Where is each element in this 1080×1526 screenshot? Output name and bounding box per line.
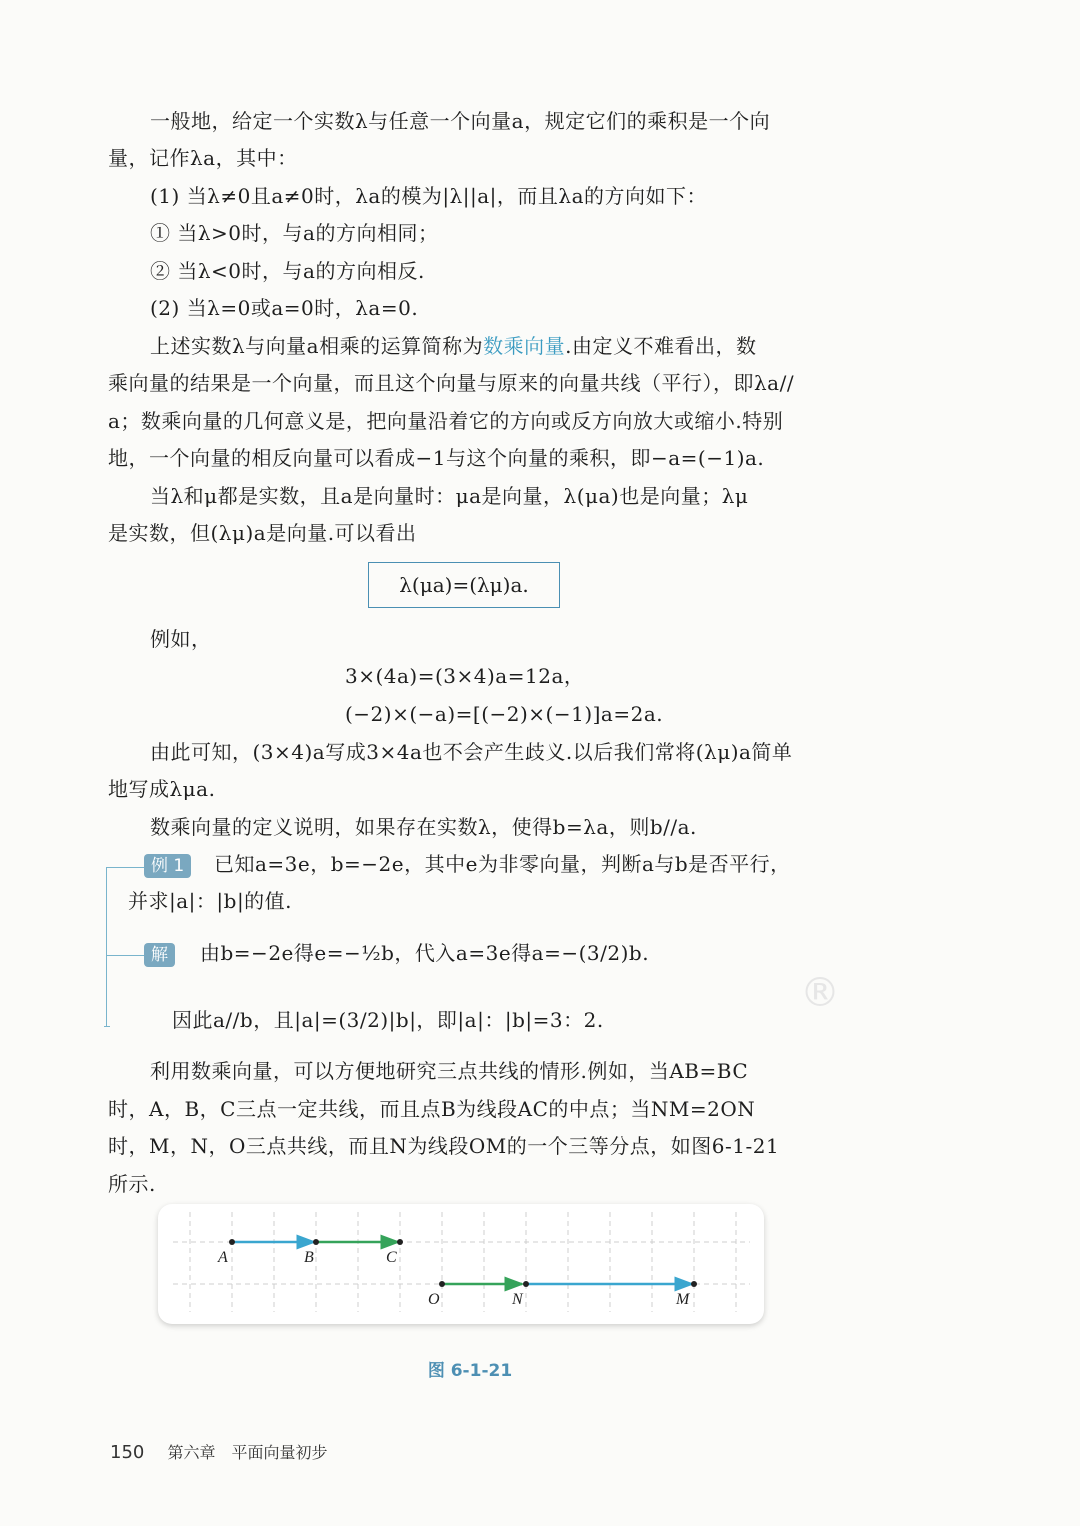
para-6-line-4: 所示.: [108, 1172, 156, 1196]
boxed-formula: λ(μa)=(λμ)a.: [368, 562, 560, 608]
label-n: N: [512, 1291, 523, 1308]
para-2-text-pre: 上述实数λ与向量a相乘的运算简称为: [150, 334, 484, 358]
para-3-line-1: 当λ和μ都是实数，且a是向量时：μa是向量，λ(μa)也是向量；λμ: [150, 484, 749, 508]
para-6-line-3: 时，M，N，O三点共线，而且N为线段OM的一个三等分点，如图6-1-21: [108, 1134, 780, 1158]
case-1: (1) 当λ≠0且a≠0时，λa的模为|λ||a|，而且λa的方向如下：: [150, 184, 708, 208]
page-number: 150: [110, 1442, 145, 1463]
example-1-line-2: 并求|a|：|b|的值.: [128, 889, 293, 913]
point-a: [229, 1239, 235, 1245]
example-intro: 例如，: [150, 627, 212, 651]
example-1-tag: 例 1: [144, 854, 191, 878]
page-footer: [110, 1440, 327, 1463]
para-2-line-4: 地，一个向量的相反向量可以看成−1与这个向量的乘积，即−a=(−1)a.: [108, 446, 765, 470]
label-a: A: [218, 1249, 228, 1266]
figure-caption: 图 6-1-21: [427, 1361, 513, 1381]
para-3-line-2: 是实数，但(λμ)a是向量.可以看出: [108, 521, 417, 545]
case-1-a: ① 当λ>0时，与a的方向相同；: [150, 221, 439, 245]
example-bracket-end: [104, 1026, 110, 1027]
point-n: [523, 1281, 529, 1287]
para-4-line-1: 由此可知，(3×4)a写成3×4a也不会产生歧义.以后我们常将(λμ)a简单: [150, 740, 793, 764]
label-c: C: [386, 1249, 397, 1266]
example-1-line-1: 已知a=3e，b=−2e，其中e为非零向量，判断a与b是否平行，: [214, 852, 791, 876]
solution-line-1: 由b=−2e得e=−½b，代入a=3e得a=−(3/2)b.: [200, 941, 650, 965]
para-5: 数乘向量的定义说明，如果存在实数λ，使得b=λa，则b//a.: [150, 815, 697, 839]
para-2-line-2: 乘向量的结果是一个向量，而且这个向量与原来的向量共线（平行），即λa//: [108, 371, 795, 395]
equation-1: 3×(4a)=(3×4)a=12a，: [345, 664, 585, 688]
para-6-line-2: 时，A，B，C三点一定共线，而且点B为线段AC的中点；当NM=2ON: [108, 1097, 756, 1121]
solution-line-2: 因此a//b，且|a|=(3/2)|b|，即|a|：|b|=3：2.: [172, 1008, 604, 1032]
para-4-line-2: 地写成λμa.: [108, 777, 216, 801]
para-2-line-1: [150, 331, 756, 361]
example-bracket-mid: [106, 955, 146, 956]
para-2-line-3: a；数乘向量的几何意义是，把向量沿着它的方向或反方向放大或缩小.特别: [108, 409, 784, 433]
figure-panel: [158, 1204, 764, 1324]
para-1-line-2: 量，记作λa，其中：: [108, 146, 298, 170]
grid: [173, 1212, 750, 1312]
case-2: (2) 当λ=0或a=0时，λa=0.: [150, 296, 419, 320]
para-6-line-1: 利用数乘向量，可以方便地研究三点共线的情形.例如，当AB=BC: [150, 1059, 749, 1083]
label-b: B: [304, 1249, 314, 1266]
example-bracket-top: [106, 867, 146, 868]
example-bracket: [106, 868, 107, 1026]
equation-2: (−2)×(−a)=[(−2)×(−1)]a=2a.: [345, 702, 664, 726]
para-2-text-post: .由定义不难看出，数: [565, 334, 757, 358]
case-1-b: ② 当λ<0时，与a的方向相反.: [150, 259, 425, 283]
label-o: O: [428, 1291, 440, 1308]
solution-tag: 解: [144, 943, 175, 967]
chapter-title: 第六章 平面向量初步: [167, 1443, 328, 1462]
key-term: 数乘向量: [483, 334, 566, 358]
para-1-line-1: 一般地，给定一个实数λ与任意一个向量a，规定它们的乘积是一个向: [150, 109, 771, 133]
point-b: [313, 1239, 319, 1245]
point-m: [691, 1281, 697, 1287]
collinear-vectors-figure: [158, 1204, 764, 1324]
label-m: M: [676, 1291, 690, 1308]
point-c: [397, 1239, 403, 1245]
point-o: [439, 1281, 445, 1287]
registered-watermark: ®: [800, 970, 840, 1016]
